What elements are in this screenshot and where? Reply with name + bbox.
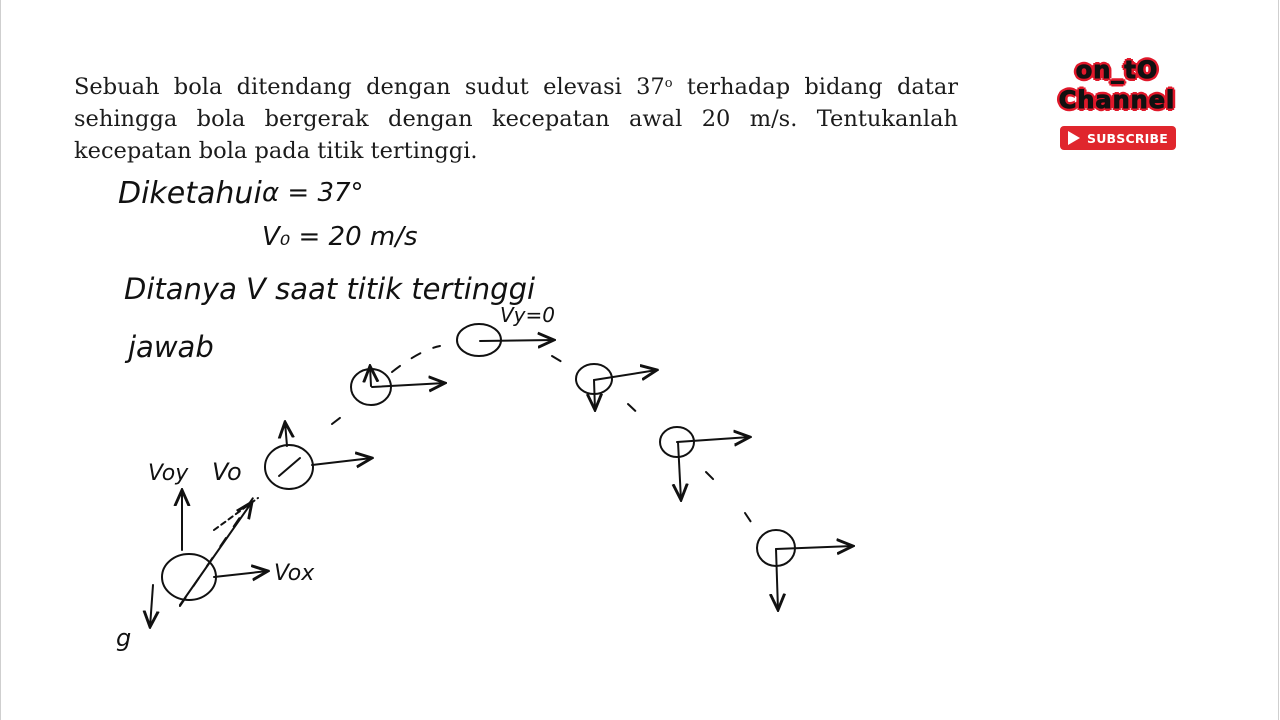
ball-falling-2-vy-arrow: [678, 442, 681, 500]
ball-falling-3-vx-arrow: [776, 546, 853, 549]
ball-falling-1-vx-arrow: [594, 370, 657, 380]
gravity-arrow: [150, 585, 153, 627]
ball-rising-2-vx-arrow: [372, 383, 445, 387]
ball-falling-3-vy-arrow: [776, 549, 778, 610]
ball-rising-2-vy-arrow: [370, 366, 371, 386]
vo-label: Vo: [212, 458, 242, 486]
g-label: g: [116, 624, 132, 652]
ball-falling-1-vy-arrow: [594, 380, 595, 410]
ball-rising-1-vx-arrow: [312, 458, 372, 465]
problem-text-b: terhadap bidang datar sehingga bola bergerak dengan kecepatan awal 20 m/s. Tentukanlah kecepatan bola pada titik tertinggi.: [74, 74, 958, 164]
ditanya-label: Ditanya V saat titik tertinggi: [124, 272, 536, 306]
initial-velocity-value: V₀ = 20 m/s: [262, 222, 418, 252]
ball-peak-vx-arrow: [480, 340, 554, 341]
vox-label: Vox: [274, 561, 315, 586]
subscribe-label: SUBSCRIBE: [1087, 130, 1168, 146]
ball-falling-2-vx-arrow: [677, 437, 750, 442]
ball-rising-1-mark: [279, 458, 300, 476]
vox-arrow: [214, 571, 268, 577]
jawab-label: jawab: [128, 330, 214, 364]
degree-superscript: o: [664, 76, 673, 91]
vy-zero-label: Vy=0: [500, 303, 555, 327]
voy-label: Voy: [148, 461, 189, 486]
alpha-value: α = 37°: [262, 178, 364, 208]
problem-text-a: Sebuah bola ditendang dengan sudut elevasi 37: [74, 74, 665, 100]
logo-line-2: Channel: [1058, 86, 1176, 114]
diketahui-label: Diketahui: [118, 176, 262, 211]
logo-line-1: on_tO: [1075, 56, 1159, 84]
ball-rising-1-vy-arrow: [285, 422, 287, 446]
